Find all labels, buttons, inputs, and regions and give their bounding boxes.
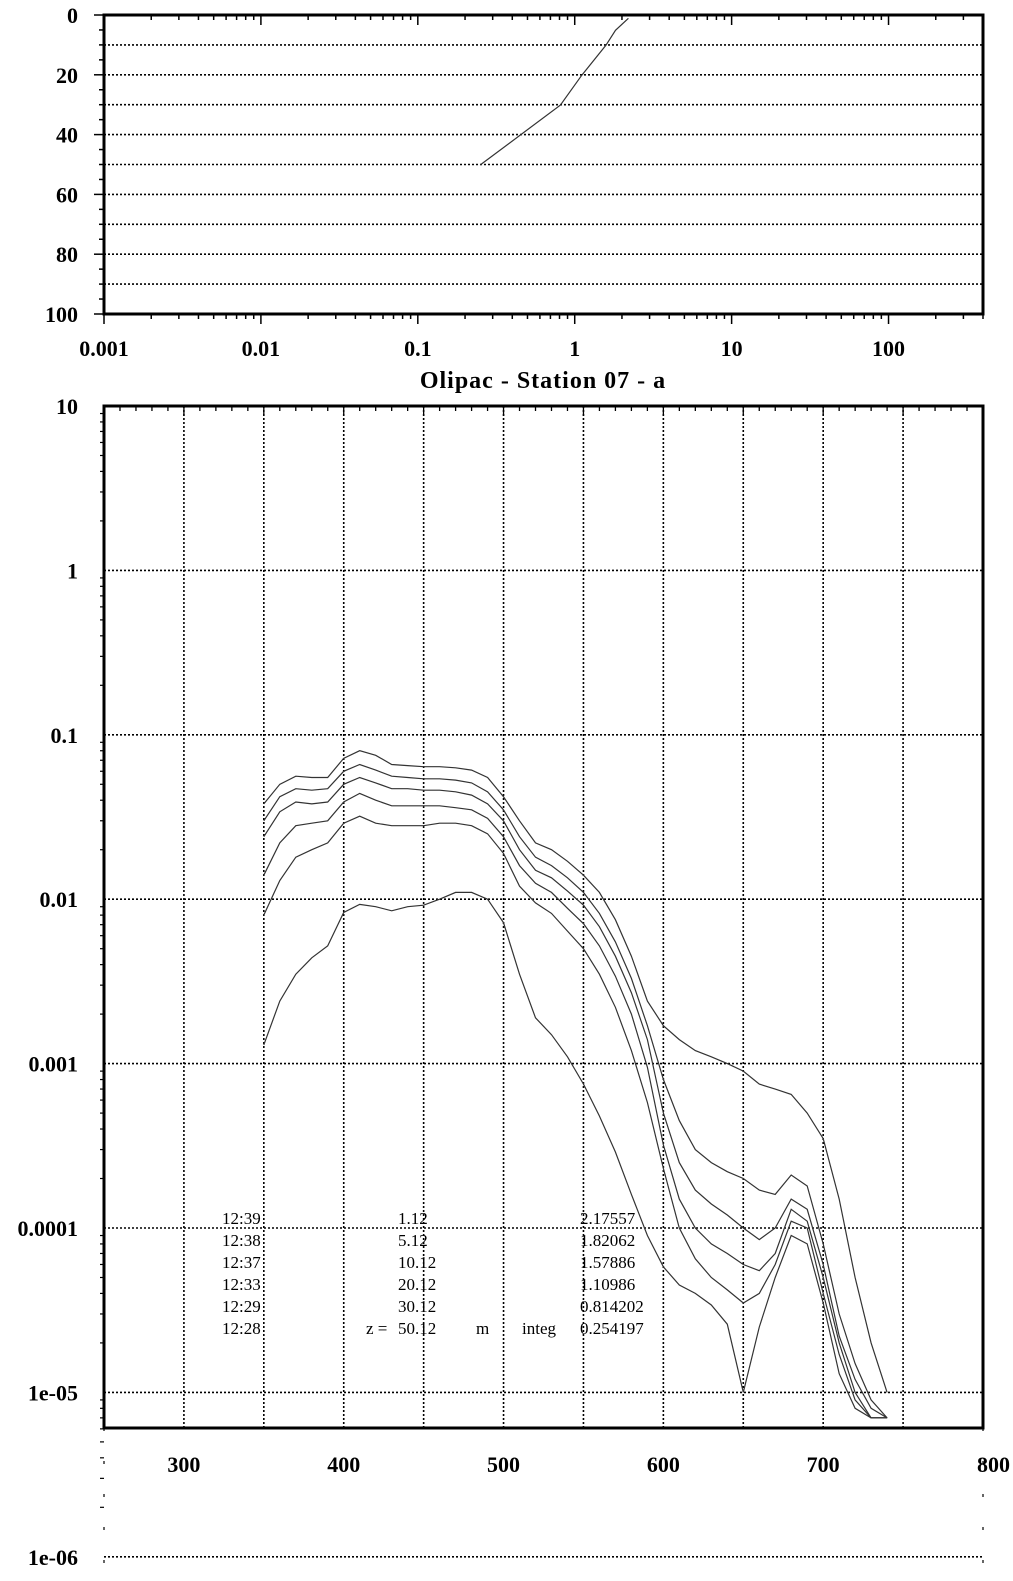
legend-time: 12:39	[222, 1209, 261, 1228]
spectrum-x-tick-label: 400	[327, 1452, 361, 1477]
depth-x-tick-label: 1	[569, 336, 581, 361]
spectrum-x-tick-label: 500	[487, 1452, 521, 1477]
depth-profile-line	[480, 18, 628, 165]
legend-z-prefix: z =	[366, 1319, 388, 1338]
legend-depth: 20.12	[398, 1275, 437, 1294]
depth-grid	[104, 45, 983, 284]
depth-y-tick-label: 60	[56, 182, 78, 208]
spectrum-line	[264, 793, 887, 1418]
spectrum-y-tick-label: 1e-05	[27, 1380, 78, 1406]
spectrum-x-tick-label: 700	[806, 1452, 840, 1477]
depth-y-tick-label: 40	[56, 122, 78, 148]
legend-depth: 50.12	[398, 1319, 437, 1338]
legend-time: 12:29	[222, 1297, 261, 1316]
spectrum-y-tick-label: 0.01	[39, 887, 78, 913]
spectrum-y-tick-labels	[18, 394, 79, 1570]
depth-y-tick-label: 0	[67, 3, 78, 28]
depth-y-tick-label: 80	[56, 242, 78, 268]
legend-depth: 5.12	[398, 1231, 428, 1250]
spectrum-line	[264, 765, 887, 1418]
spectrum-y-tick-label: 1e-06	[27, 1544, 78, 1570]
spectrum-y-tick-label: 1	[67, 558, 78, 584]
legend-depth: 30.12	[398, 1297, 437, 1316]
legend-depth: 1.12	[398, 1209, 428, 1228]
depth-x-tick-label: 10	[720, 336, 743, 361]
spectrum-y-tick-label: 0.1	[50, 722, 78, 748]
depth-x-tick-label: 0.001	[79, 336, 129, 361]
legend-integ-value: 0.814202	[580, 1297, 644, 1316]
depth-x-tick-labels	[79, 336, 905, 361]
spectrum-x-tick-label: 800	[977, 1452, 1010, 1477]
spectrum-y-tick-label: 0.0001	[17, 1216, 78, 1241]
legend-integ-value: 1.57886	[580, 1253, 636, 1272]
depth-profile-series	[480, 18, 628, 165]
spectrum-line	[264, 816, 887, 1418]
spectrum-series	[264, 751, 887, 1418]
chart-title: Olipac - Station 07 - a	[419, 368, 667, 394]
legend-integ-value: 1.82062	[580, 1231, 636, 1250]
spectrum-line	[264, 892, 887, 1418]
spectrum-x-tick-label: 300	[167, 1452, 201, 1477]
legend-time: 12:38	[222, 1231, 261, 1250]
depth-ticks	[94, 15, 983, 324]
legend-depth: 10.12	[398, 1253, 437, 1272]
depth-x-tick-label: 100	[872, 336, 906, 361]
depth-x-tick-label: 0.01	[241, 336, 281, 361]
depth-y-tick-label: 20	[56, 62, 78, 88]
spectrum-x-tick-labels	[167, 1452, 1010, 1477]
legend-integ-value: 2.17557	[580, 1209, 636, 1228]
legend-unit: m	[476, 1319, 490, 1338]
spectrum-grid	[104, 406, 983, 1557]
spectrum-ticks	[100, 406, 983, 1578]
spectrum-chart	[18, 394, 1011, 1578]
legend-integ-value: 0.254197	[580, 1319, 644, 1338]
spectrum-y-tick-label: 0.001	[28, 1051, 78, 1077]
depth-y-tick-label: 100	[45, 302, 78, 327]
legend-integ-value: 1.10986	[580, 1275, 636, 1294]
depth-plot-frame	[104, 15, 983, 314]
legend-integ-label: integ	[522, 1319, 556, 1338]
legend-time: 12:37	[222, 1253, 261, 1272]
depth-y-tick-labels	[45, 3, 78, 327]
depth-profile-chart	[45, 3, 983, 361]
spectrum-y-tick-label: 10	[56, 394, 78, 419]
legend-time: 12:28	[222, 1319, 261, 1338]
legend-time: 12:33	[222, 1275, 261, 1294]
spectrum-x-tick-label: 600	[646, 1452, 680, 1477]
depth-x-tick-label: 0.1	[404, 336, 432, 361]
